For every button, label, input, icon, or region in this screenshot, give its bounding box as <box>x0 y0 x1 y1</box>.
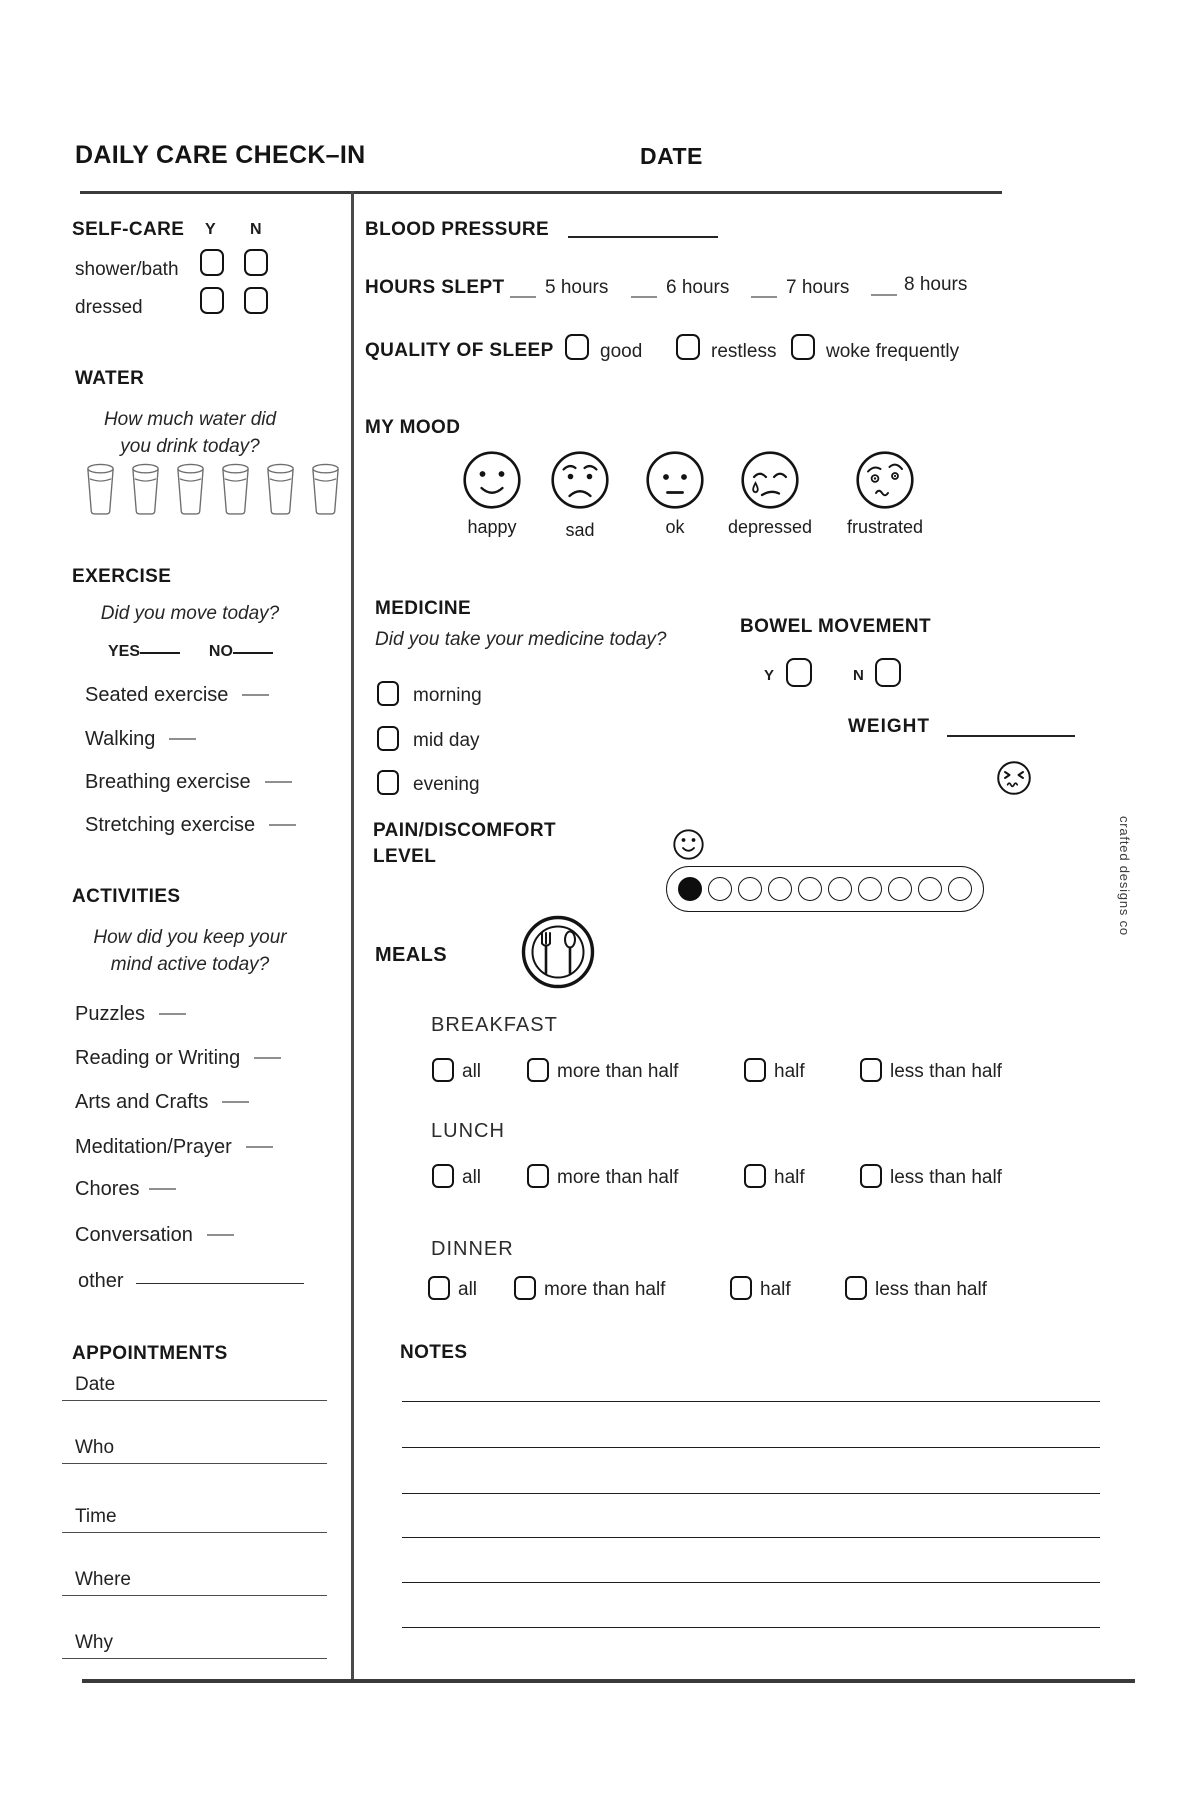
hours-slept-line[interactable] <box>751 296 777 298</box>
weight-line[interactable] <box>947 735 1075 737</box>
water-question-line2: you drink today? <box>120 436 260 457</box>
appointment-field-label: Who <box>75 1437 115 1458</box>
pain-heading-line1: PAIN/DISCOMFORT <box>373 820 556 841</box>
meal-section-label: DINNER <box>431 1238 514 1260</box>
activity-item-label: Meditation/Prayer <box>75 1136 232 1158</box>
water-glass-icon[interactable] <box>309 462 342 518</box>
exercise-no-label: NO <box>208 643 233 660</box>
activity-item-label: Reading or Writing <box>75 1047 241 1069</box>
breakfast-all-checkbox[interactable] <box>432 1058 454 1082</box>
page-title: DAILY CARE CHECK–IN <box>75 141 366 169</box>
meal-section-label: LUNCH <box>431 1120 505 1142</box>
appointment-who-line[interactable] <box>62 1463 327 1464</box>
mood-frustrated-icon[interactable] <box>855 450 915 510</box>
bowel-no-label: N <box>853 667 864 684</box>
water-heading: WATER <box>75 368 145 389</box>
hours-slept-line[interactable] <box>871 294 897 296</box>
medicine-morning-checkbox[interactable] <box>377 681 399 706</box>
blood-pressure-heading: BLOOD PRESSURE <box>365 219 550 240</box>
meal-option-label: less than half <box>875 1279 987 1300</box>
hours-slept-option: 5 hours <box>545 277 609 298</box>
water-glass-icon[interactable] <box>129 462 162 518</box>
self-care-no-label: N <box>250 221 262 238</box>
activity-item-line[interactable] <box>254 1057 281 1059</box>
hours-slept-heading: HOURS SLEPT <box>365 277 505 298</box>
self-care-item-label: shower/bath <box>75 259 179 280</box>
sleep-quality-option: restless <box>711 341 777 362</box>
dressed-yes-checkbox[interactable] <box>200 287 224 314</box>
lunch-half-checkbox[interactable] <box>744 1164 766 1188</box>
medicine-evening-checkbox[interactable] <box>377 770 399 795</box>
sleep-restless-checkbox[interactable] <box>676 334 700 360</box>
dinner-half-checkbox[interactable] <box>730 1276 752 1300</box>
self-care-heading: SELF-CARE <box>72 219 185 240</box>
water-glass-icon[interactable] <box>264 462 297 518</box>
bowel-yes-label: Y <box>764 667 775 684</box>
notes-line[interactable] <box>402 1582 1100 1583</box>
activity-item-line[interactable] <box>246 1146 273 1148</box>
brand-credit: crafted designs co <box>1117 816 1132 936</box>
notes-line[interactable] <box>402 1537 1100 1538</box>
pain-level-dot-5[interactable] <box>828 877 852 901</box>
activity-item-line[interactable] <box>222 1101 249 1103</box>
meal-section-label: BREAKFAST <box>431 1014 558 1036</box>
weight-heading: WEIGHT <box>848 716 930 737</box>
self-care-yes-label: Y <box>205 221 216 238</box>
activity-item-label: Conversation <box>75 1224 193 1246</box>
medicine-heading: MEDICINE <box>375 598 472 619</box>
exercise-item-label: Breathing exercise <box>85 771 251 793</box>
pain-scale <box>666 866 984 912</box>
exercise-item-label: Walking <box>85 728 156 750</box>
water-glass-icon[interactable] <box>174 462 207 518</box>
exercise-item-label: Seated exercise <box>85 684 229 706</box>
meal-option-label: all <box>462 1167 482 1188</box>
header-rule <box>80 191 1002 194</box>
meal-option-label: more than half <box>557 1167 679 1188</box>
dinner-less-than-half-checkbox[interactable] <box>845 1276 867 1300</box>
breakfast-more-than-half-checkbox[interactable] <box>527 1058 549 1082</box>
meal-option-label: less than half <box>890 1061 1002 1082</box>
meal-option-label: half <box>760 1279 791 1300</box>
lunch-more-than-half-checkbox[interactable] <box>527 1164 549 1188</box>
meals-heading: MEALS <box>375 944 447 966</box>
mood-label: ok <box>665 517 685 537</box>
dinner-more-than-half-checkbox[interactable] <box>514 1276 536 1300</box>
sleep-quality-option: woke frequently <box>826 341 960 362</box>
mood-label: happy <box>467 517 517 537</box>
water-glass-icon[interactable] <box>84 462 117 518</box>
bowel-yes-checkbox[interactable] <box>786 658 812 687</box>
notes-line[interactable] <box>402 1447 1100 1448</box>
grimace-face-icon <box>996 760 1032 796</box>
hours-slept-option: 7 hours <box>786 277 850 298</box>
date-label: DATE <box>640 143 703 169</box>
mood-label: sad <box>565 520 595 540</box>
bowel-heading: BOWEL MOVEMENT <box>740 616 932 637</box>
pain-level-dot-0[interactable] <box>678 877 702 901</box>
medicine-option: morning <box>413 685 482 706</box>
water-question-line1: How much water did <box>103 409 277 430</box>
mood-ok-icon[interactable] <box>645 450 705 510</box>
breakfast-half-checkbox[interactable] <box>744 1058 766 1082</box>
hours-slept-option: 6 hours <box>666 277 730 298</box>
blood-pressure-line[interactable] <box>568 236 718 238</box>
pain-smiley-icon <box>672 828 705 861</box>
appointment-field-label: Time <box>75 1506 117 1527</box>
meal-option-label: half <box>774 1167 805 1188</box>
medicine-question: Did you take your medicine today? <box>375 629 667 650</box>
appointment-date-line[interactable] <box>62 1400 327 1401</box>
notes-line[interactable] <box>402 1401 1100 1402</box>
pain-level-dot-1[interactable] <box>708 877 732 901</box>
activity-item-line[interactable] <box>159 1013 186 1015</box>
medicine-option: evening <box>413 774 480 795</box>
bowel-no-checkbox[interactable] <box>875 658 901 687</box>
exercise-item-line[interactable] <box>265 781 292 783</box>
meal-option-label: all <box>462 1061 482 1082</box>
meal-option-label: more than half <box>557 1061 679 1082</box>
mood-depressed-icon[interactable] <box>740 450 800 510</box>
activities-heading: ACTIVITIES <box>72 886 181 907</box>
shower-yes-checkbox[interactable] <box>200 249 224 276</box>
meal-option-label: less than half <box>890 1167 1002 1188</box>
mood-sad-icon[interactable] <box>550 450 610 510</box>
exercise-yes-label: YES <box>108 643 141 660</box>
pain-level-dot-7[interactable] <box>888 877 912 901</box>
water-glass-row <box>84 462 342 518</box>
activity-other-label: other <box>78 1270 124 1292</box>
mood-heading: MY MOOD <box>365 417 461 438</box>
shower-no-checkbox[interactable] <box>244 249 268 276</box>
mood-label: depressed <box>727 517 813 537</box>
exercise-question: Did you move today? <box>100 603 280 624</box>
self-care-item-label: dressed <box>75 297 143 318</box>
appointments-heading: APPOINTMENTS <box>72 1343 228 1364</box>
exercise-heading: EXERCISE <box>72 566 172 587</box>
lunch-all-checkbox[interactable] <box>432 1164 454 1188</box>
dinner-all-checkbox[interactable] <box>428 1276 450 1300</box>
hours-slept-line[interactable] <box>631 296 657 298</box>
water-glass-icon[interactable] <box>219 462 252 518</box>
meal-option-label: all <box>458 1279 478 1300</box>
activities-question-line1: How did you keep your <box>93 927 287 948</box>
medicine-midday-checkbox[interactable] <box>377 726 399 751</box>
pain-level-dot-3[interactable] <box>768 877 792 901</box>
hours-slept-line[interactable] <box>510 296 536 298</box>
exercise-item-line[interactable] <box>269 824 296 826</box>
activity-item-line[interactable] <box>207 1234 234 1236</box>
activity-other-line[interactable] <box>136 1283 304 1284</box>
exercise-item-line[interactable] <box>169 738 196 740</box>
exercise-item-label: Stretching exercise <box>85 814 256 836</box>
activity-item-label: Chores <box>75 1178 140 1200</box>
footer-rule <box>82 1679 1135 1683</box>
appointment-field-label: Why <box>75 1632 113 1653</box>
lunch-less-than-half-checkbox[interactable] <box>860 1164 882 1188</box>
exercise-yes-line[interactable] <box>140 652 180 654</box>
plate-cutlery-icon <box>519 913 597 991</box>
pain-level-dot-4[interactable] <box>798 877 822 901</box>
activity-item-line[interactable] <box>149 1188 176 1190</box>
pain-level-dot-8[interactable] <box>918 877 942 901</box>
pain-heading-line2: LEVEL <box>373 846 437 867</box>
exercise-item-line[interactable] <box>242 694 269 696</box>
mood-happy-icon[interactable] <box>462 450 522 510</box>
pain-level-dot-6[interactable] <box>858 877 882 901</box>
appointment-why-line[interactable] <box>62 1658 327 1659</box>
appointment-where-line[interactable] <box>62 1595 327 1596</box>
activity-item-label: Puzzles <box>75 1003 146 1025</box>
sleep-good-checkbox[interactable] <box>565 334 589 360</box>
pain-level-dot-9[interactable] <box>948 877 972 901</box>
hours-slept-option: 8 hours <box>904 274 968 295</box>
notes-heading: NOTES <box>400 1342 468 1363</box>
pain-level-dot-2[interactable] <box>738 877 762 901</box>
activity-item-label: Arts and Crafts <box>75 1091 209 1113</box>
mood-label: frustrated <box>846 517 924 537</box>
activities-question-line2: mind active today? <box>110 954 270 975</box>
sleep-quality-option: good <box>600 341 643 362</box>
medicine-option: mid day <box>413 730 480 751</box>
column-divider <box>351 191 354 1682</box>
sleep-woke-checkbox[interactable] <box>791 334 815 360</box>
appointment-time-line[interactable] <box>62 1532 327 1533</box>
appointment-field-label: Date <box>75 1374 116 1395</box>
breakfast-less-than-half-checkbox[interactable] <box>860 1058 882 1082</box>
dressed-no-checkbox[interactable] <box>244 287 268 314</box>
appointment-field-label: Where <box>75 1569 131 1590</box>
notes-line[interactable] <box>402 1493 1100 1494</box>
sleep-quality-heading: QUALITY OF SLEEP <box>365 340 554 361</box>
exercise-no-line[interactable] <box>233 652 273 654</box>
notes-line[interactable] <box>402 1627 1100 1628</box>
meal-option-label: more than half <box>544 1279 666 1300</box>
meal-option-label: half <box>774 1061 805 1082</box>
